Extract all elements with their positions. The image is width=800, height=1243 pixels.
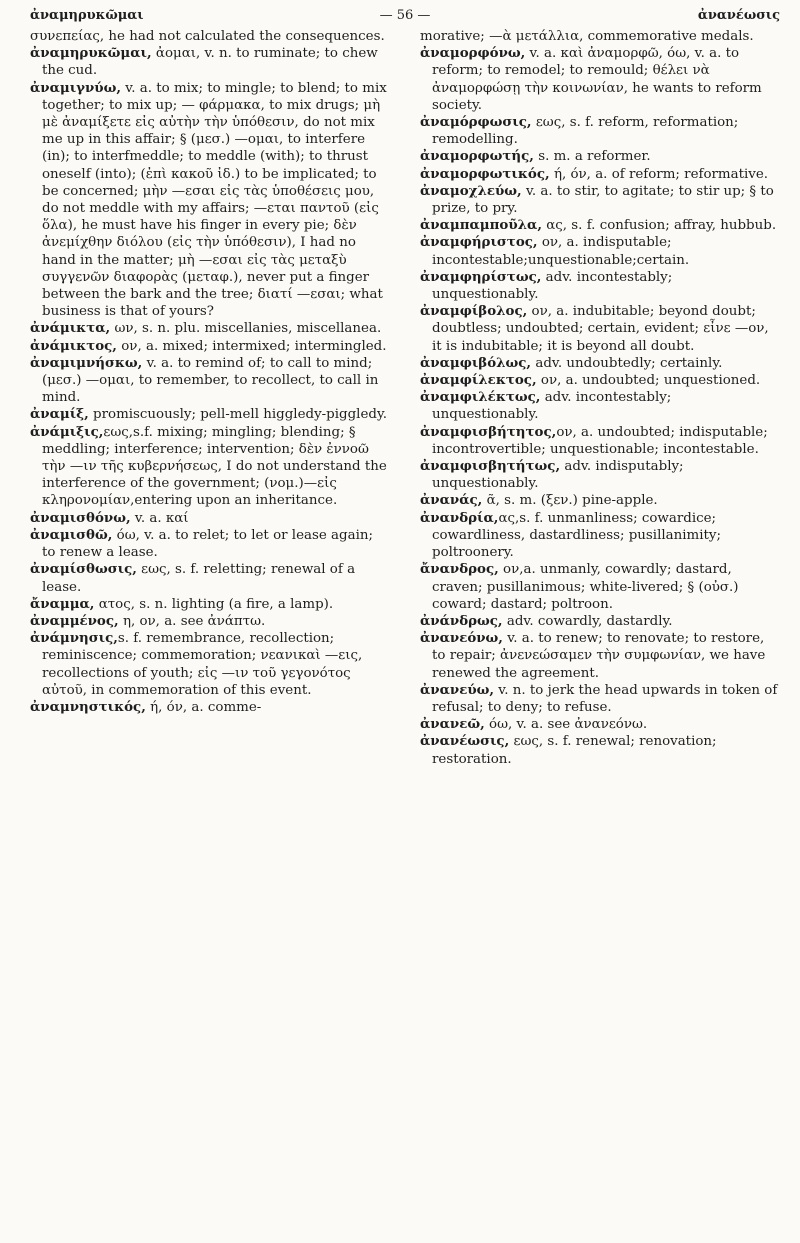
- entry-definition: s. m. a reformer.: [533, 149, 651, 165]
- dictionary-entry: [420, 682, 780, 716]
- dictionary-entry: [420, 217, 780, 234]
- headword: ἀναμπαμποῦλα,: [420, 217, 542, 234]
- dictionary-entry: [420, 492, 780, 509]
- headword: ἀναμίξ,: [30, 406, 89, 423]
- headword: ἀνανεόνω,: [420, 630, 503, 647]
- entry-definition: συνεπείας, he had not calculated the consequences.: [30, 29, 385, 44]
- dictionary-entry: [30, 424, 390, 510]
- entry-definition: adv. incontestably; unquestionably.: [432, 390, 672, 423]
- entry-definition: ας, s. f. confusion; affray, hubbub.: [542, 218, 777, 234]
- entry-definition: v. a. to remind of; to call to mind; (μεσ.) —ομαι, to remember, to recollect, to call in mind.: [42, 355, 379, 406]
- headword: ἀνάνδρως,: [420, 612, 503, 629]
- entry-definition: ή, όν, a. of reform; reformative.: [549, 166, 769, 182]
- dictionary-entry: [420, 630, 780, 682]
- entry-definition: ον, a. indubitable; beyond doubt; doubtless; undoubted; certain, evident; εἶνε —ον, it is indubitable; it is beyond all doubt.: [432, 304, 769, 354]
- entry-definition: adv. incontestably; unquestionably.: [432, 269, 673, 303]
- dictionary-entry: [420, 303, 780, 355]
- dictionary-entry: [420, 389, 780, 423]
- headword: ἀναμιμνήσκω,: [30, 354, 143, 371]
- dictionary-entry: [30, 28, 390, 45]
- headword: ἀναμορφωτικός,: [420, 165, 550, 182]
- headword: ἀναμμένος,: [30, 612, 119, 629]
- entry-definition: v. a. καί: [130, 510, 189, 526]
- dictionary-entry: [420, 510, 780, 562]
- entry-definition: ον, a. indisputable; incontestable;unquestionable;certain.: [432, 235, 690, 268]
- entry-definition: adv. undoubtedly; certainly.: [531, 355, 723, 371]
- dictionary-entry: [420, 183, 780, 217]
- headword: ἀναμφισβήτητος,: [420, 423, 557, 440]
- entry-definition: v. a. καὶ ἀναμορφῶ, όω, v. a. to reform; to remodel; to remould; θέλει νὰ ἀναμορφώσῃ τὴν κοινωνίαν, he wants to reform society.: [432, 46, 762, 113]
- entry-definition: ᾶ, s. m. (ξεν.) pine-apple.: [482, 493, 658, 509]
- dictionary-entry: [420, 114, 780, 148]
- page-header: [30, 8, 780, 28]
- headword: ἀναμφιλέκτως,: [420, 389, 541, 406]
- dictionary-entry: [420, 166, 780, 183]
- entry-definition: ας,s. f. unmanliness; cowardice; cowardliness, dastardliness; pusillanimity; poltroonery.: [432, 510, 721, 561]
- entry-definition: v. a. to renew; to renovate; to restore, to repair; ἀνενεώσαμεν τὴν συμφωνίαν, we have renewed the agreement.: [432, 631, 766, 681]
- headword: ἀναμηρυκῶμαι,: [30, 45, 152, 62]
- left-guide-word: ἀναμηρυκῶμαι: [30, 8, 144, 23]
- entry-definition: ον, a. undoubted; indisputable; incontrovertible; unquestionable; incontestable.: [432, 424, 768, 457]
- entry-definition: ατος, s. n. lighting (a fire, a lamp).: [94, 596, 334, 612]
- dictionary-entry: [30, 45, 390, 79]
- headword: ἀνανέωσις,: [420, 733, 510, 750]
- dictionary-entry: [420, 355, 780, 372]
- headword: ἀναμφήριστος,: [420, 234, 538, 251]
- headword: ἀνανδρία,: [420, 509, 499, 526]
- dictionary-entry: [420, 148, 780, 165]
- dictionary-entry: [30, 699, 390, 716]
- headword: ἀναμοχλεύω,: [420, 182, 522, 199]
- dictionary-entry: [30, 510, 390, 527]
- entry-definition: εως,s.f. mixing; mingling; blending; § meddling; interference; intervention; δὲν ἐννοῶ τὴν —ιν τῆς κυβερνήσεως, I do not understand the interference of the government; (νομ.)—εἰς κληρονομίαν,entering upon an inheritance.: [42, 424, 387, 509]
- right-guide-word: ἀνανέωσις: [697, 8, 780, 23]
- dictionary-entry: [420, 733, 780, 767]
- entry-definition: s. f. remembrance, recollection; reminiscence; commemoration; νεανικαὶ —εις, recollections of youth; εἰς —ιν τοῦ γεγονότος αὐτοῦ, in commemoration of this event.: [42, 631, 363, 698]
- dictionary-entry: [30, 596, 390, 613]
- entry-definition: εως, s. f. reletting; renewal of a lease.: [42, 562, 356, 595]
- headword: ἀναμφηρίστως,: [420, 268, 542, 285]
- entry-definition: v. n. to jerk the head upwards in token of refusal; to deny; to refuse.: [432, 682, 778, 715]
- dictionary-entry: [30, 355, 390, 407]
- dictionary-entry: [420, 28, 780, 45]
- entry-definition: ἀομαι, v. n. to ruminate; to chew the cud.: [42, 46, 378, 79]
- headword: ἀναμισθόνω,: [30, 509, 131, 526]
- dictionary-entry: [420, 372, 780, 389]
- entry-definition: adv. cowardly, dastardly.: [502, 613, 673, 629]
- headword: ἀναμορφωτής,: [420, 148, 534, 165]
- dictionary-entry: [420, 424, 780, 458]
- headword: ἀναμιγνύω,: [30, 79, 122, 96]
- dictionary-entry: [30, 613, 390, 630]
- headword: ἀνανεῶ,: [420, 716, 485, 733]
- dictionary-entry: [420, 613, 780, 630]
- entry-definition: όω, v. a. see ἀνανεόνω.: [484, 717, 648, 733]
- headword: ἀναμφίβολος,: [420, 303, 528, 320]
- headword: ἀνάμικτος,: [30, 337, 117, 354]
- headword: ἀναμνηστικός,: [30, 698, 146, 715]
- columns: [30, 28, 780, 768]
- headword: ἀναμορφόνω,: [420, 45, 526, 62]
- headword: ἀναμφιβόλως,: [420, 354, 532, 371]
- entry-definition: ή, όν, a. comme-: [145, 699, 262, 715]
- headword: ἀναμφίλεκτος,: [420, 372, 537, 389]
- dictionary-entry: [30, 80, 390, 321]
- entry-definition: ων, s. n. plu. miscellanies, miscellanea.: [110, 321, 382, 337]
- right-column: [420, 28, 780, 768]
- dictionary-entry: [420, 269, 780, 303]
- page-number: — 56 —: [379, 8, 431, 23]
- dictionary-entry: [30, 320, 390, 337]
- dictionary-entry: [420, 716, 780, 733]
- headword: ἀναμίσθωσις,: [30, 561, 137, 578]
- entry-definition: όω, v. a. to relet; to let or lease again; to renew a lease.: [42, 527, 373, 561]
- entry-definition: εως, s. f. renewal; renovation; restoration.: [432, 734, 717, 767]
- headword: ἀναμφισβητήτως,: [420, 458, 561, 475]
- dictionary-entry: [30, 406, 390, 423]
- dictionary-entry: [30, 527, 390, 561]
- headword: ἀνάμικτα,: [30, 320, 111, 337]
- dictionary-entry: [420, 45, 780, 114]
- dictionary-entry: [420, 561, 780, 613]
- headword: ἄνανδρος,: [420, 561, 499, 578]
- entry-definition: η, ον, a. see ἀνάπτω.: [118, 613, 266, 629]
- headword: ἀναμισθῶ,: [30, 526, 113, 543]
- headword: ἀνάμνησις,: [30, 630, 118, 647]
- headword: ἄναμμα,: [30, 595, 95, 612]
- left-column: [30, 28, 390, 768]
- headword: ἀνάμιξις,: [30, 423, 104, 440]
- dictionary-entry: [30, 561, 390, 595]
- entry-definition: v. a. to mix; to mingle; to blend; to mix together; to mix up; — φάρμακα, to mix drugs; μὴ μὲ ἀναμίξετε εἰς αὐτὴν τὴν ὑπόθεσιν, do not mix me up in this affair; § (μεσ.) —ομαι, to interfere (in); to interfmeddle; to meddle (with); to thrust oneself (into); (ἐπὶ κακοῦ ἰδ.) to be implicated; to be concerned; μὴν —εσαι εἰς τὰς ὑποθέσεις μου, do not meddle with my affairs; —εται παντοῦ (εἰς ὅλα), he must have his finger in every pie; δὲν ἀνεμίχθην διόλου (εἰς τὴν ὑπόθεσιν), I had no hand in the matter; μὴ —εσαι εἰς τὰς μεταξὺ συγγενῶν διαφορὰς (μεταφ.), never put a finger between the bark and the tree; διατί —εσαι; what business is that of yours?: [42, 80, 387, 320]
- entry-definition: ον, a. mixed; intermixed; intermingled.: [116, 338, 387, 354]
- headword: ἀνανεύω,: [420, 681, 495, 698]
- dictionary-entry: [30, 338, 390, 355]
- entry-definition: promiscuously; pell-mell higgledy-piggledy.: [88, 407, 387, 423]
- entry-definition: morative; —ὰ μετάλλια, commemorative medals.: [420, 29, 754, 44]
- entry-definition: v. a. to stir, to agitate; to stir up; § to prize, to pry.: [432, 183, 774, 217]
- dictionary-entry: [420, 234, 780, 268]
- headword: ἀνανάς,: [420, 492, 483, 509]
- entry-definition: εως, s. f. reform, reformation; remodelling.: [432, 115, 739, 148]
- entry-definition: ον, a. undoubted; unquestioned.: [536, 373, 761, 389]
- dictionary-entry: [420, 458, 780, 492]
- dictionary-entry: [30, 630, 390, 699]
- entry-definition: ον,a. unmanly, cowardly; dastard, craven; pusillanimous; white-livered; § (οὐσ.) coward; dastard; poltroon.: [432, 562, 739, 612]
- entry-definition: adv. indisputably; unquestionably.: [432, 459, 684, 492]
- headword: ἀναμόρφωσις,: [420, 114, 532, 131]
